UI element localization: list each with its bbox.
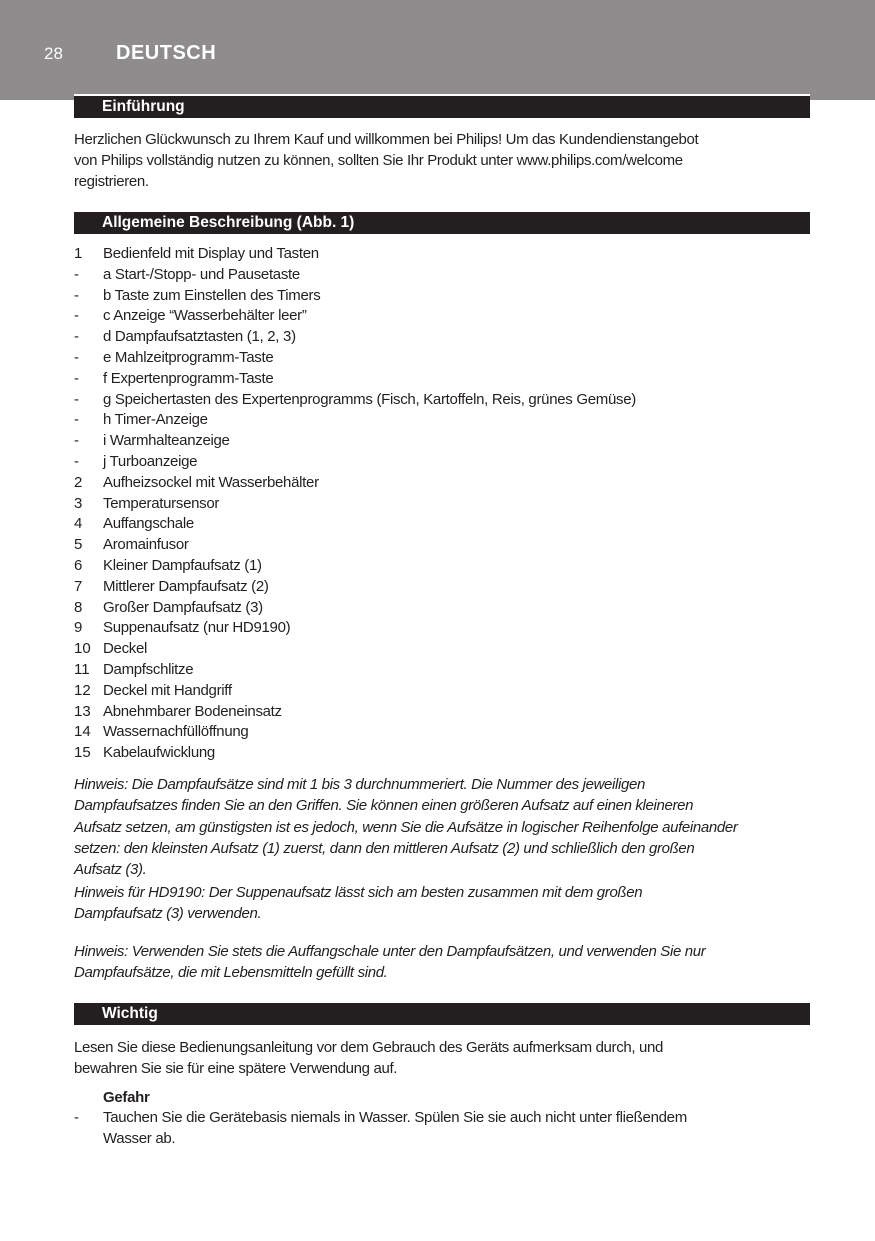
list-item-text: Aromainfusor [103,536,189,554]
language-title: DEUTSCH [116,42,217,64]
note-line: Hinweis: Die Dampfaufsätze sind mit 1 bis 3 durchnummeriert. Die Nummer des jeweiligen [74,776,645,793]
list-item-marker: - [74,307,79,325]
list-item-text: Dampfschlitze [103,661,194,678]
list-item-marker: 10 [74,640,91,658]
list-item-text: Großer Dampfaufsatz (3) [103,598,263,616]
list-item-marker: 9 [74,619,83,637]
list-item-text: j Turboanzeige [103,453,198,470]
note-line: Dampfaufsatzes finden Sie an den Griffen. Sie können einen größeren Aufsatz auf einen kleineren [74,797,694,815]
list-item-marker: 15 [74,744,91,762]
danger-marker: - [74,1109,79,1126]
list-item-text: i Warmhalteanzeige [103,432,230,450]
list-item-text: b Taste zum Einstellen des Timers [103,286,321,304]
list-item-marker: 5 [74,536,83,554]
list-item-marker: - [74,369,79,387]
section-bar-intro [74,94,810,118]
note-line: Aufsatz setzen, am günstigsten ist es jedoch, wenn Sie die Aufsätze in logischer Reihenfolge aufeinander [74,818,738,836]
important-text-line: Lesen Sie diese Bedienungsanleitung vor dem Gebrauch des Geräts aufmerksam durch, und [74,1039,663,1056]
list-item-marker: 3 [74,494,83,512]
section-title: Allgemeine Beschreibung (Abb. 1) [102,214,355,231]
danger-heading: Gefahr [103,1089,150,1106]
danger-text-line: Wasser ab. [103,1130,176,1147]
list-item-marker: 6 [74,557,83,574]
list-item-text: Wassernachfüllöffnung [103,723,249,741]
list-item-text: Deckel [103,640,148,658]
list-item-text: Bedienfeld mit Display und Tasten [103,245,319,262]
list-item-text: d Dampfaufsatztasten (1, 2, 3) [103,328,296,346]
list-item-marker: - [74,349,79,366]
list-item-marker: 12 [74,681,91,699]
list-item-marker: - [74,432,79,450]
list-item-text: e Mahlzeitprogramm-Taste [103,349,274,366]
note-line: Dampfaufsatz (3) verwenden. [74,905,262,923]
list-item-marker: 13 [74,702,91,720]
note-line: Hinweis für HD9190: Der Suppenaufsatz lässt sich am besten zusammen mit dem großen [74,884,643,901]
important-text-line: bewahren Sie sie für eine spätere Verwendung auf. [74,1060,398,1077]
list-item-text: Aufheizsockel mit Wasserbehälter [103,473,319,491]
list-item-marker: 4 [74,515,83,533]
note-line: Dampfaufsätze, die mit Lebensmitteln gefüllt sind. [74,964,388,982]
list-item-marker: 14 [74,723,91,741]
list-item-text: a Start-/Stopp- und Pausetaste [103,265,300,283]
list-item-marker: 7 [74,577,83,595]
list-item-marker: 1 [74,245,83,262]
list-item-text: Mittlerer Dampfaufsatz (2) [103,577,269,595]
list-item-marker: - [74,265,79,283]
section-title: Wichtig [102,1005,158,1022]
list-item-text: Temperatursensor [103,494,220,512]
list-item-marker: - [74,390,79,408]
list-item-marker: 11 [74,661,90,678]
list-item-text: Auffangschale [103,515,194,533]
list-item-text: Suppenaufsatz (nur HD9190) [103,619,291,637]
list-item-text: Kabelaufwicklung [103,744,215,762]
list-item-marker: - [74,453,79,470]
list-item-text: f Expertenprogramm-Taste [103,369,274,387]
section-bar-general [74,210,810,234]
list-item-text: Kleiner Dampfaufsatz (1) [103,557,262,574]
intro-text-line: registrieren. [74,173,149,190]
note-line: Hinweis: Verwenden Sie stets die Auffangschale unter den Dampfaufsätzen, und verwenden Sie nur [74,943,706,960]
list-item-text: Deckel mit Handgriff [103,681,232,699]
list-item-marker: - [74,328,79,346]
intro-text-line: Herzlichen Glückwunsch zu Ihrem Kauf und willkommen bei Philips! Um das Kundendienstangebot [74,131,699,148]
note-line: setzen: den kleinsten Aufsatz (1) zuerst, dann den mittleren Aufsatz (2) und schließlich den großen [74,839,695,857]
danger-text-line: Tauchen Sie die Gerätebasis niemals in Wasser. Spülen Sie sie auch nicht unter fließendem [103,1109,687,1126]
section-bar-important [74,1001,810,1025]
list-item-marker: - [74,286,79,304]
page-number: 28 [44,44,63,63]
list-item-marker: - [74,411,79,429]
intro-text-line: von Philips vollständig nutzen zu können, sollten Sie Ihr Produkt unter www.philips.com/welcome [74,152,683,169]
list-item-marker: 2 [74,473,83,491]
list-item-text: Abnehmbarer Bodeneinsatz [103,702,282,720]
list-item-text: h Timer-Anzeige [103,411,208,429]
list-item-marker: 8 [74,598,83,616]
list-item-text: c Anzeige “Wasserbehälter leer” [103,307,307,325]
section-title: Einführung [102,98,185,115]
note-line: Aufsatz (3). [74,861,147,879]
list-item-text: g Speichertasten des Expertenprogramms (Fisch, Kartoffeln, Reis, grünes Gemüse) [103,390,636,408]
